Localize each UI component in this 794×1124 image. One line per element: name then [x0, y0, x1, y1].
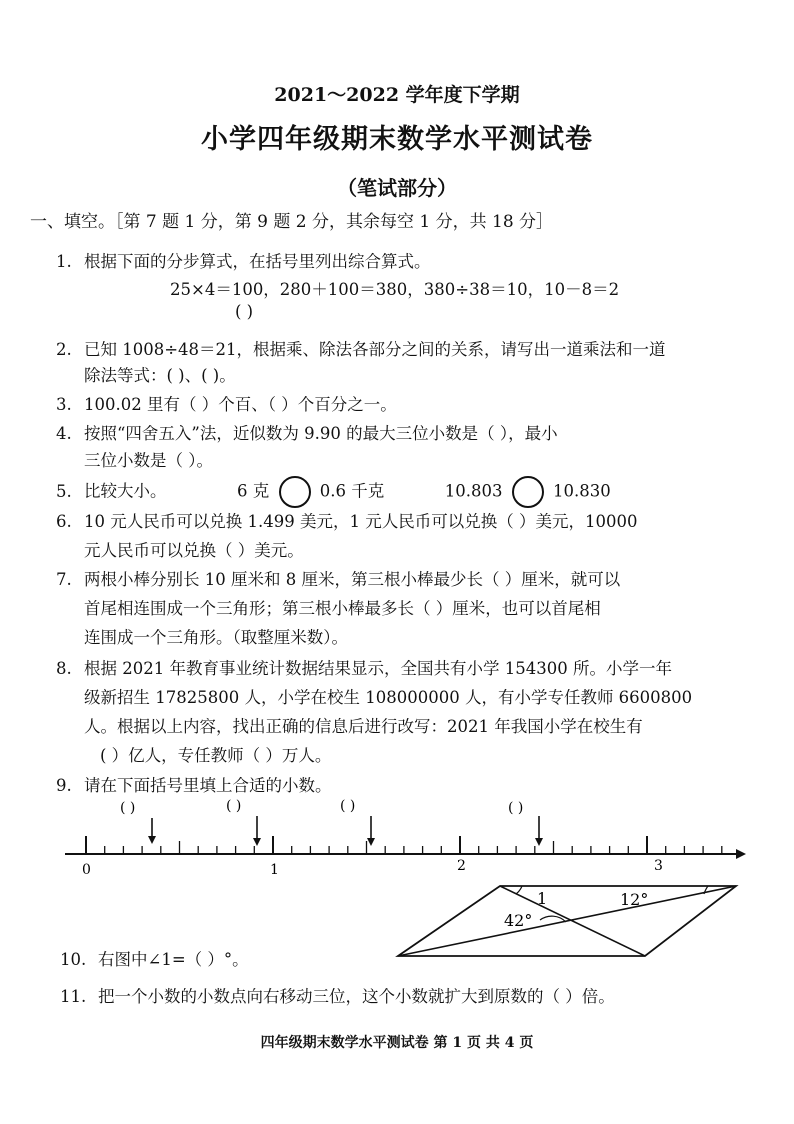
question-text: 把一个小数的小数点向右移动三位，这个小数就扩大到原数的（ ）倍。: [98, 987, 615, 1006]
question-11[interactable]: [60, 983, 615, 1007]
question-4[interactable]: [56, 420, 558, 444]
number-line-ticks: [86, 836, 722, 854]
question-7[interactable]: [56, 566, 620, 590]
compare-circle-a[interactable]: [279, 476, 311, 508]
question-text: 根据下面的分步算式，在括号里列出综合算式。: [84, 252, 431, 271]
compare-a-left: 6 克: [237, 481, 270, 501]
pointer-arrowhead-2: [253, 838, 261, 846]
question-3[interactable]: [56, 391, 397, 415]
question-number: 4.: [56, 424, 72, 443]
question-number: 9.: [56, 776, 72, 795]
tick-label-1: 1: [270, 862, 279, 878]
compare-b-left: 10.803: [444, 481, 503, 501]
exam-subtitle: （笔试部分）: [337, 176, 457, 200]
q8-line4[interactable]: ( ）亿人，专任教师（ ）万人。: [100, 746, 332, 765]
question-number: 8.: [56, 659, 72, 678]
tick-label-0: 0: [82, 862, 91, 878]
question-number: 5.: [56, 481, 72, 501]
question-number: 7.: [56, 570, 72, 589]
exam-title: 小学四年级期末数学水平测试卷: [201, 124, 593, 155]
question-5: [56, 476, 611, 508]
question-number: 1.: [56, 252, 72, 271]
question-text: 100.02 里有（ ）个百、（ ）个百分之一。: [84, 395, 397, 414]
tick-label-2: 2: [457, 858, 466, 874]
question-text: 按照“四舍五入”法，近似数为 9.90 的最大三位小数是（ ），最小: [84, 424, 558, 443]
number-line-blank-1[interactable]: ( ): [120, 800, 136, 816]
question-1: [56, 248, 431, 272]
section-heading: 一、填空。［第 7 题 1 分，第 9 题 2 分，其余每空 1 分，共 18 分］: [30, 212, 554, 232]
question-10[interactable]: [60, 946, 249, 970]
angle-1-arc: [516, 886, 522, 894]
question-number: 11.: [60, 987, 87, 1006]
q7-line2[interactable]: 首尾相连围成一个三角形；第三根小棒最多长（ ）厘米，也可以首尾相: [84, 599, 601, 618]
angle-12-label: 12°: [620, 890, 649, 909]
question-text: 已知 1008÷48＝21，根据乘、除法各部分之间的关系，请写出一道乘法和一道: [84, 340, 666, 359]
pointer-arrowhead-1: [148, 836, 156, 844]
number-line-arrowhead: [736, 849, 746, 859]
question-text: 右图中∠1=（ ）°。: [98, 950, 249, 969]
number-line-blank-3[interactable]: ( ): [340, 798, 356, 814]
pointer-arrowhead-3: [367, 838, 375, 846]
compare-a-right: 0.6 千克: [319, 481, 385, 501]
q6-line2[interactable]: 元人民币可以兑换（ ）美元。: [84, 541, 304, 560]
angle-1-label: 1: [537, 889, 548, 908]
q2-line2[interactable]: 除法等式：( )、( )。: [84, 366, 236, 385]
q7-line3: 连围成一个三角形。（取整厘米数）。: [84, 628, 348, 647]
q8-line2: 级新招生 17825800 人，小学在校生 108000000 人，有小学专任教师 6600800: [84, 688, 693, 707]
question-text: 10 元人民币可以兑换 1.499 美元，1 元人民币可以兑换（ ）美元，10000: [84, 512, 638, 531]
q1-steps: 25×4＝100，280＋100＝380，380÷38＝10，10－8＝2: [170, 280, 620, 299]
question-8: [56, 655, 672, 679]
question-number: 10.: [60, 950, 87, 969]
compare-b-right: 10.830: [552, 481, 611, 501]
angle-42-label: 42°: [504, 911, 533, 930]
question-text: 比较大小。: [84, 481, 167, 501]
question-number: 2.: [56, 340, 72, 359]
exam-year-line: 2021～2022 学年度下学期: [274, 84, 520, 106]
question-text: 请在下面括号里填上合适的小数。: [84, 776, 332, 795]
angle-42-arc: [540, 916, 566, 922]
tick-label-3: 3: [654, 858, 663, 874]
question-2: [56, 336, 666, 360]
question-number: 6.: [56, 512, 72, 531]
page-footer: 四年级期末数学水平测试卷 第 1 页 共 4 页: [260, 1035, 534, 1051]
number-line-blank-2[interactable]: ( ): [226, 798, 242, 814]
question-text: 根据 2021 年教育事业统计数据结果显示，全国共有小学 154300 所。小学一年: [84, 659, 672, 678]
question-number: 3.: [56, 395, 72, 414]
number-line-figure: [0, 790, 794, 890]
parallelogram-figure: [390, 880, 740, 962]
q4-line2[interactable]: 三位小数是（ ）。: [84, 451, 213, 470]
question-text: 两根小棒分别长 10 厘米和 8 厘米，第三根小棒最少长（ ）厘米，就可以: [84, 570, 621, 589]
pointer-arrowhead-4: [535, 838, 543, 846]
question-6[interactable]: [56, 508, 637, 532]
q1-answer-blank[interactable]: ( ): [235, 302, 254, 321]
compare-circle-b[interactable]: [512, 476, 544, 508]
number-line-blank-4[interactable]: ( ): [508, 800, 524, 816]
q8-line3: 人。根据以上内容，找出正确的信息后进行改写：2021 年我国小学在校生有: [84, 717, 643, 736]
